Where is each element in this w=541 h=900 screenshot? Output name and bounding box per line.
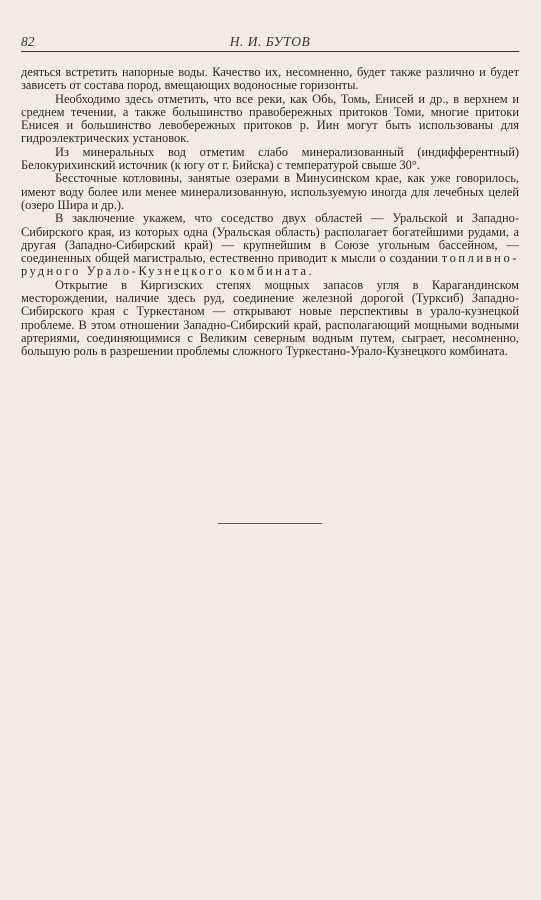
paragraph: Открытие в Киргизских степях мощных запасов угля в Карагандинском месторождении, наличие здесь руд, соединение железной дорогой (Турксиб) Западно-Сибирского края с Туркестаном — открывают новые перспективы в урало-кузнецкой проблеме. В этом отношении Западно-Сибирский край, располагающий мощными водными артериями, соединяющимися с Великим северным водным путем, сыграет, несомненно, большую роль в разрешении проблемы сложного Туркестано-Урало-Кузнецкого комбината. [21,277,519,359]
paragraph: деяться встретить напорные воды. Качество их, несомненно, будет также различно и будет зависеть от состава пород, вмещающих водоносные горизонты. [21,65,519,93]
page-header [21,34,519,50]
paragraph: Необходимо здесь отметить, что все реки, как Обь, Томь, Енисей и др., в верхнем и среднем течении, а также большинство правобережных притоков Томи, многие притоки Енисея и большинство левобережных притоков р. Иин могут быть использованы для гидроэлектрических установок. [21,91,519,146]
section-end-rule [218,523,322,524]
header-rule [21,51,519,52]
paragraph: Бессточные котловины, занятые озерами в Минусинском крае, как уже говорилось, имеют воду более или менее минерализованную, используемую иногда для лечебных целей (озеро Шира и др.). [21,171,519,212]
paragraph [21,212,519,278]
emphasized-phrase: топливно-рудного Урало-Кузнецкого комбината. [21,251,520,279]
page-number: 82 [21,34,35,49]
paragraph: Из минеральных вод отметим слабо минерализованный (индифферентный) Белокурихинский источник (к югу от г. Бийска) с температурой свыше 30°. [21,144,519,173]
paragraph-text: В заключение укажем, что соседство двух областей — Уральской и Западно-Сибирского края, из которых одна (Уральская область) располагает богатейшими рудами, а другая (Западно-Сибирский край) — крупнейшим в Союзе угольным бассейном, — соединенных общей магистралью, естественно приводит к мысли о создании [21,211,519,266]
body-text [21,66,519,359]
running-title: Н. И. БУТОВ [229,34,311,49]
